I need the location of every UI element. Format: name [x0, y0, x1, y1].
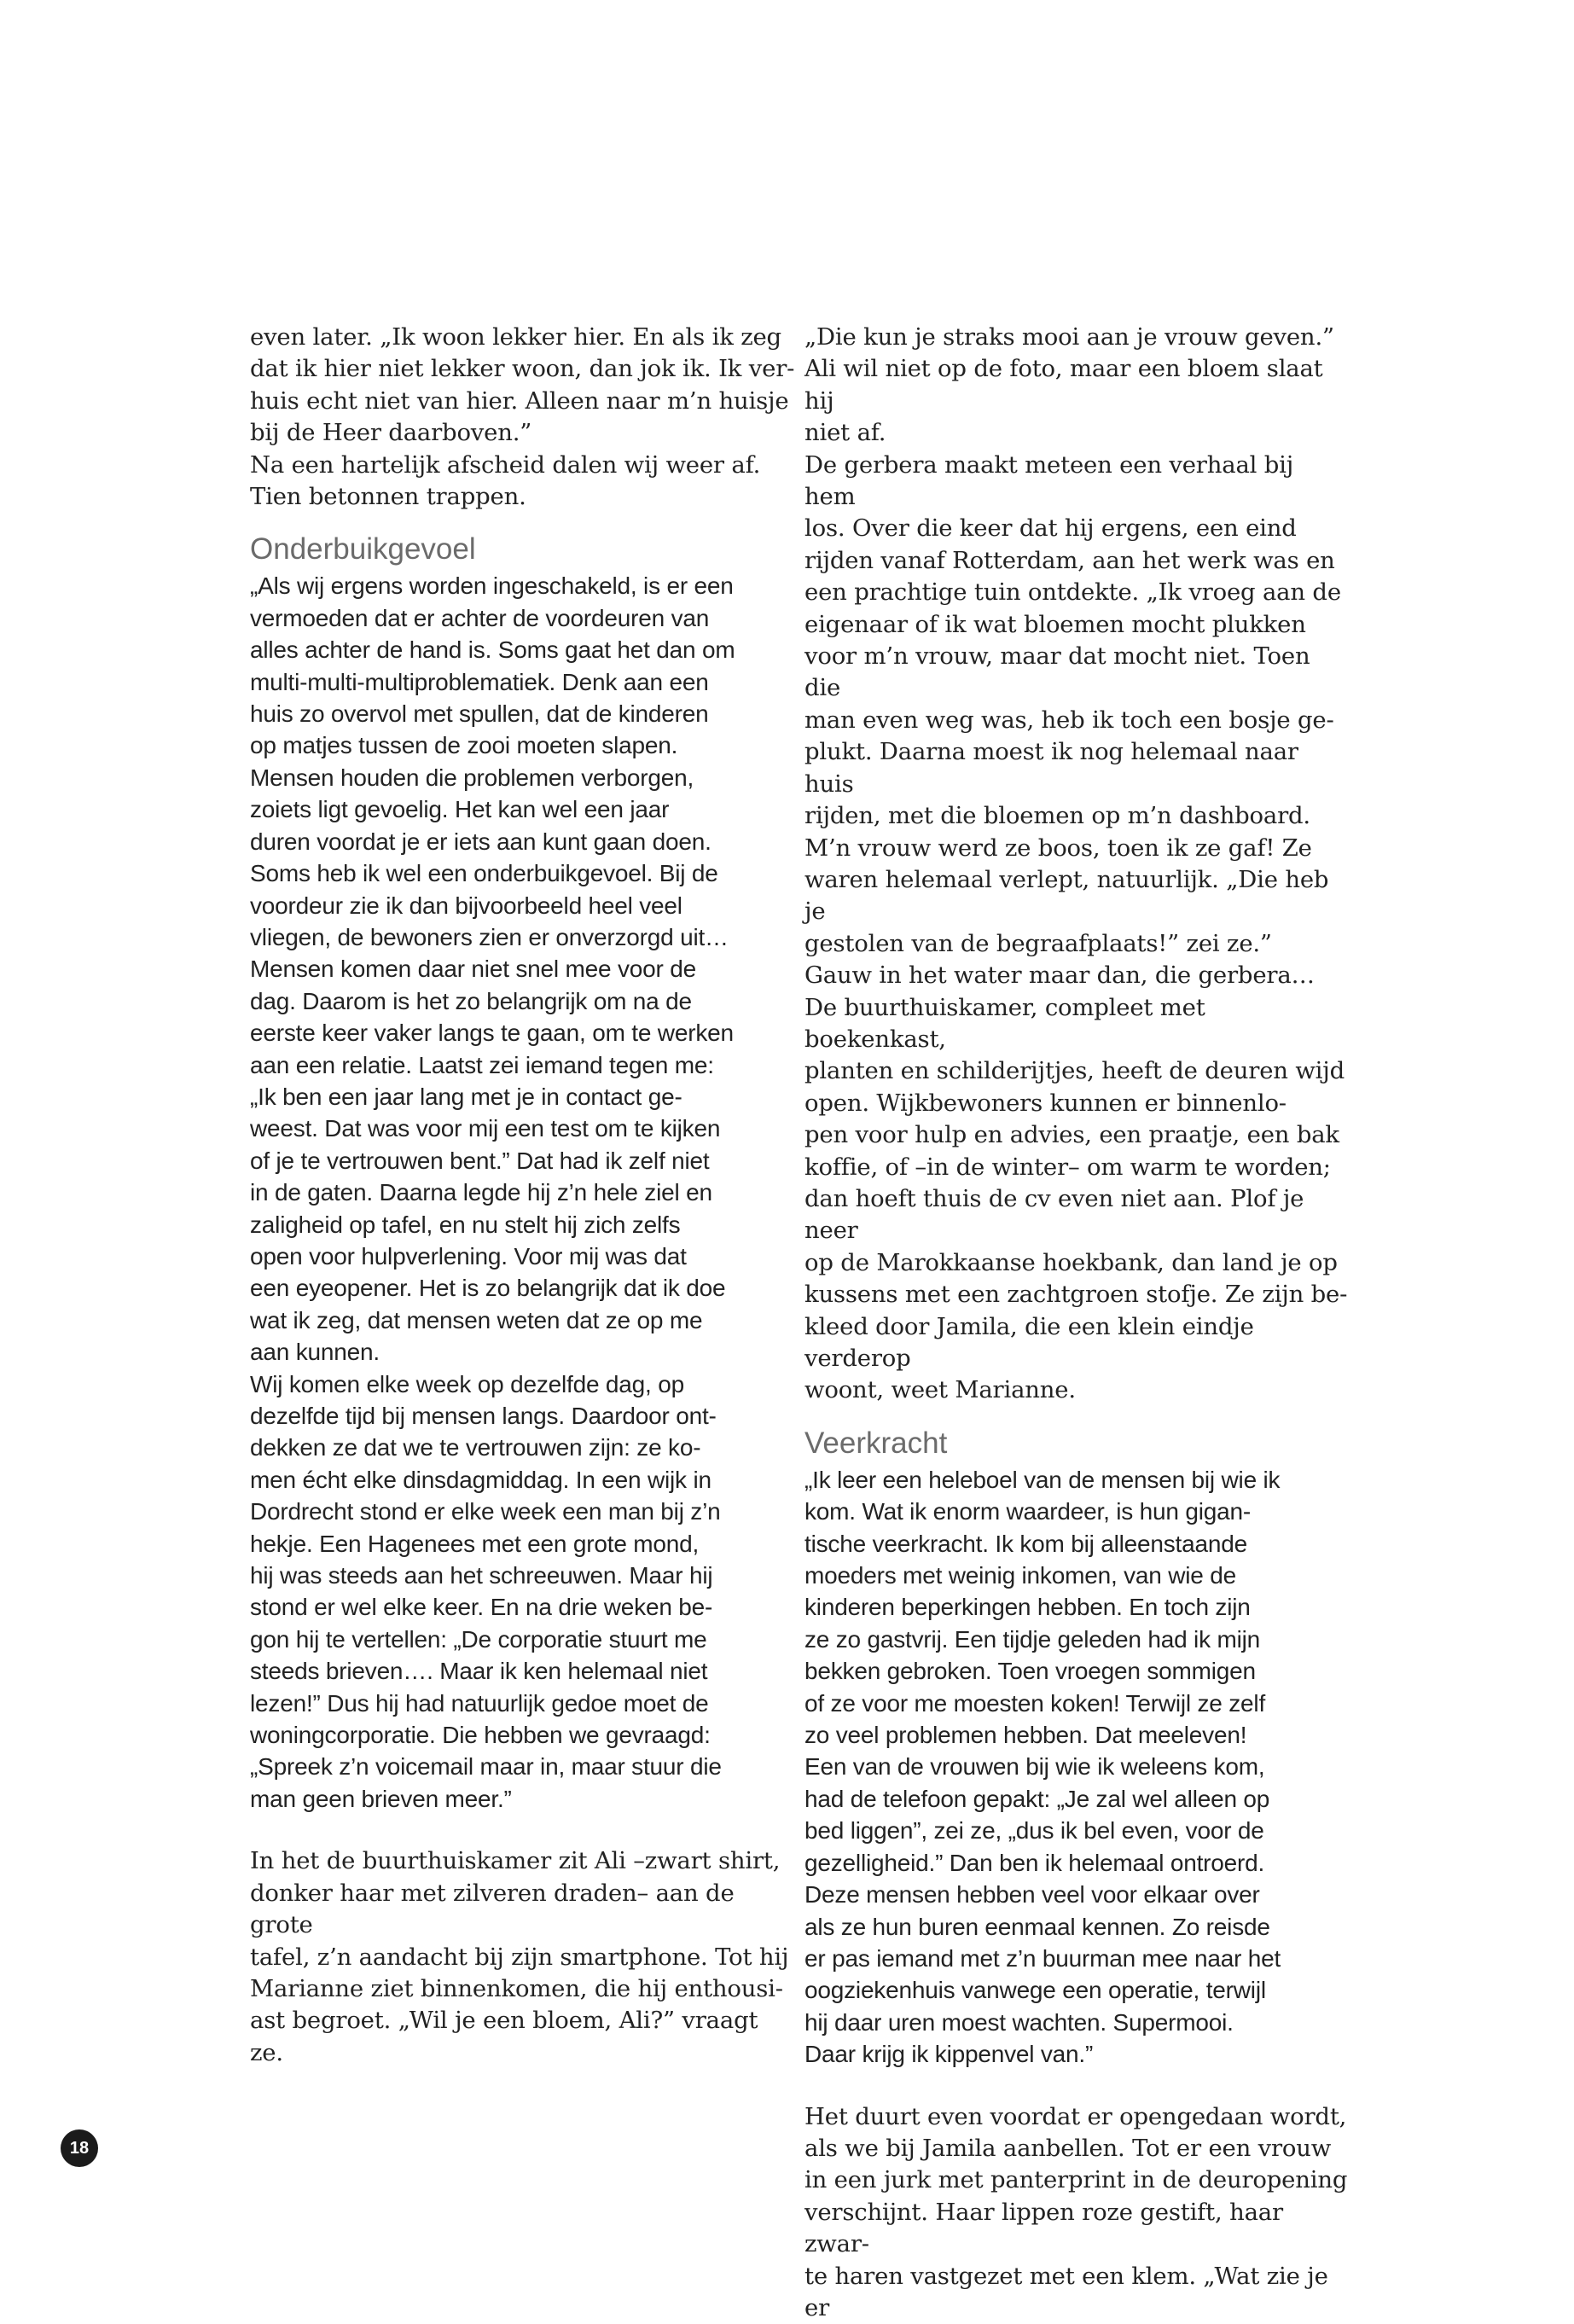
- page-number-badge: 18: [61, 2129, 98, 2167]
- left-intro-paragraph: even later. „Ik woon lekker hier. En als ik zeg dat ik hier niet lekker woon, dan jok ik. Ik ver- huis echt niet van hier. Alleen naar m’n huisje bij de Heer daarboven.” Na een hartelijk afscheid dalen wij weer af. Tien betonnen trappen.: [250, 323, 795, 511]
- left-closing-paragraph: In het de buurthuiskamer zit Ali –zwart shirt, donker haar met zilveren draden– aan de grote tafel, z’n aandacht bij zijn smartphone. Tot hij Marianne ziet binnenkomen, die hij enthousi- ast begroet. „Wil je een bloem, Ali?” vraagt ze.: [250, 1847, 789, 2066]
- section-heading-onderbuikgevoel: Onderbuikgevoel: [250, 532, 476, 566]
- onderbuikgevoel-quote: „Als wij ergens worden ingeschakeld, is er een vermoeden dat er achter de voordeuren van alles achter de hand is. Soms gaat het dan om multi-multi-multiproblematiek. Denk aan een huis zo overvol met spullen, dat de kinderen op matjes tussen de zooi moeten slapen. Mensen houden die problemen verborgen, zoiets ligt gevoelig. Het kan wel een jaar duren voordat je er iets aan kunt gaan doen. Soms heb ik wel een onderbuikgevoel. Bij de voordeur zie ik dan bijvoorbeeld heel veel vliegen, de bewoners zien er onverzorgd uit… Mensen komen daar niet snel mee voor de dag. Daarom is het zo belangrijk om na de eerste keer vaker langs te gaan, om te werken aan een relatie. Laatst zei iemand tegen me: „Ik ben een jaar lang met je in contact ge- weest. Dat was voor mij een test om te kijken of je te vertrouwen bent.” Dat had ik zelf niet in de gaten. Daarna legde hij z’n hele ziel en zaligheid op tafel, en nu stelt hij zich zelfs open voor hulpverlening. Voor mij was dat een eyeopener. Het is zo belangrijk dat ik doe wat ik zeg, dat mensen weten dat ze op me aan kunnen. Wij komen elke week op dezelfde dag, op dezelfde tijd bij mensen langs. Daardoor ont- dekken ze dat we te vertrouwen zijn: ze ko- men écht elke dinsdagmiddag. In een wijk in Dordrecht stond er elke week een man bij z’n hekje. Een Hagenees met een grote mond, hij was steeds aan het schreeuwen. Maar hij stond er wel elke keer. En na drie weken be- gon hij te vertellen: „De corporatie stuurt me steeds brieven…. Maar ik ken helemaal niet lezen!” Dus hij had natuurlijk gedoe moet de woningcorporatie. Die hebben we gevraagd: „Spreek z’n voicemail maar in, maar stuur die man geen brieven meer.”: [250, 572, 735, 1812]
- left-column: [250, 322, 796, 2069]
- section-heading-veerkracht: Veerkracht: [804, 1426, 948, 1460]
- right-closing-paragraph: Het duurt even voordat er opengedaan wordt, als we bij Jamila aanbellen. Tot er een vrouw in een jurk met panterprint in de deuropening verschijnt. Haar lippen roze gestift, haar zwar- te haren vastgezet met een klem. „Wat zie je er: [804, 2102, 1348, 2321]
- veerkracht-quote: „Ik leer een heleboel van de mensen bij wie ik kom. Wat ik enorm waardeer, is hun gigan- tische veerkracht. Ik kom bij alleenstaande moeders met weinig inkomen, van wie de kinderen beperkingen hebben. En toch zijn ze zo gastvrij. Een tijdje geleden had ik mijn bekken gebroken. Toen vroegen sommigen of ze voor me moesten koken! Terwijl ze zelf zo veel problemen hebben. Dat meeleven! Een van de vrouwen bij wie ik weleens kom, had de telefoon gepakt: „Je zal wel alleen op bed liggen”, zei ze, „dus ik bel even, voor de gezelligheid.” Dan ben ik helemaal ontroerd. Deze mensen hebben veel voor elkaar over als ze hun buren eenmaal kennen. Zo reisde er pas iemand met z’n buurman mee naar het oogziekenhuis vanwege een operatie, terwijl hij daar uren moest wachten. Supermooi. Daar krijg ik kippenvel van.”: [804, 1466, 1281, 2068]
- right-column: [804, 322, 1350, 2324]
- right-intro-paragraph: „Die kun je straks mooi aan je vrouw geven.” Ali wil niet op de foto, maar een bloem slaat hij niet af. De gerbera maakt meteen een verhaal bij hem los. Over die keer dat hij ergens, een eind rijden vanaf Rotterdam, aan het werk was en een prachtige tuin ontdekte. „Ik vroeg aan de eigenaar of ik wat bloemen mocht plukken voor m’n vrouw, maar dat mocht niet. Toen die man even weg was, heb ik toch een bosje ge- plukt. Daarna moest ik nog helemaal naar huis rijden, met die bloemen op m’n dashboard. M’n vrouw werd ze boos, toen ik ze gaf! Ze waren helemaal verlept, natuurlijk. „Die heb je gestolen van de begraafplaats!” zei ze.” Gauw in het water maar dan, die gerbera… De buurthuiskamer, compleet met boekenkast, planten en schilderijtjes, heeft de deuren wijd open. Wijkbewoners kunnen er binnenlo- pen voor hulp en advies, een praatje, een bak koffie, of –in de winter– om warm te worden; dan hoeft thuis de cv even niet aan. Plof je neer op de Marokkaanse hoekbank, dan land je op kussens met een zachtgroen stofje. Ze zijn be- kleed door Jamila, die een klein eindje verderop woont, weet Marianne.: [804, 323, 1348, 1404]
